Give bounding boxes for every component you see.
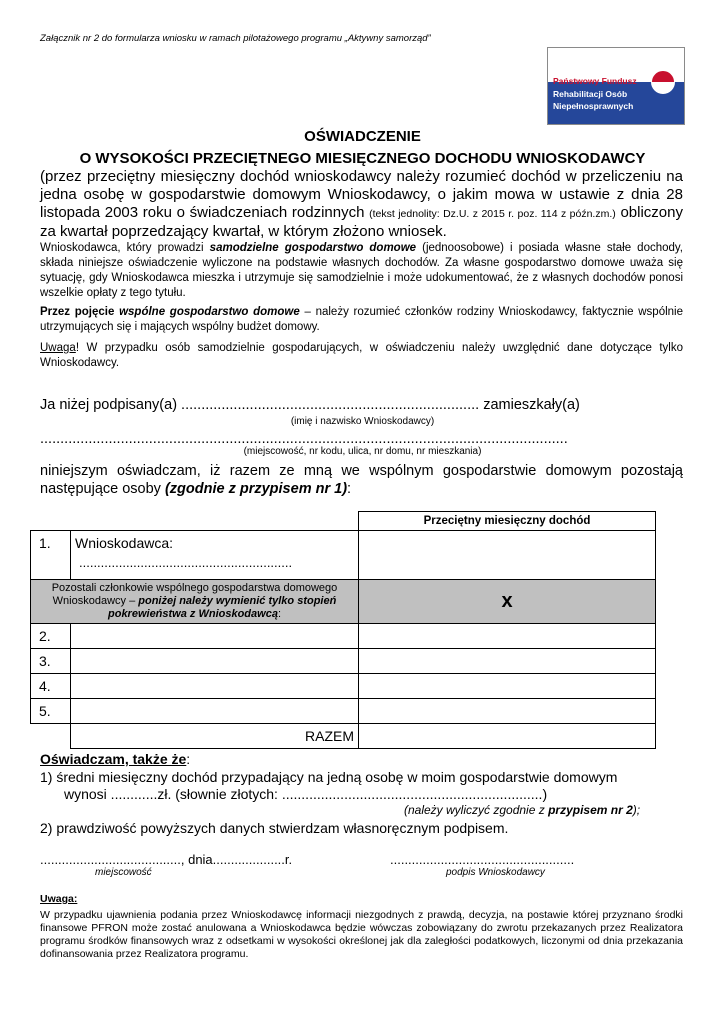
x-mark-cell: x xyxy=(359,580,656,624)
table-row xyxy=(31,674,656,699)
total-spacer xyxy=(31,724,71,749)
logo-line-1: Państwowy Fundusz xyxy=(553,76,637,86)
s1-note-b: przypisem nr 2 xyxy=(548,803,633,817)
paragraph-own-household xyxy=(40,241,683,301)
warning-heading: Uwaga: xyxy=(40,893,78,905)
p2-a: Przez pojęcie xyxy=(40,306,115,318)
intro-main: (przez przeciętny miesięczny dochód wnioskodawcy należy rozumieć dochód w przeliczeniu na jedna osobę w gospodarstwie domowym Wnioskodawcy, o jakim mowa w ustawie z dnia 28 listopada 2003 roku o świadczeniach rodzinnych xyxy=(40,168,683,221)
table-row xyxy=(31,624,656,649)
address-caption: (miejscowość, nr kodu, ulica, nr domu, nr mieszkania) xyxy=(243,446,482,457)
total-label: RAZEM xyxy=(71,724,359,749)
applicant-label: Wnioskodawca: xyxy=(75,535,174,551)
pfron-logo xyxy=(547,47,685,125)
others-a: Pozostali członkowie wspólnego gospodarstwa domowego Wnioskodawcy – xyxy=(51,582,338,607)
income-column-header: Przeciętny miesięczny dochód xyxy=(359,512,656,531)
member-cell[interactable] xyxy=(71,649,359,674)
warning-text: W przypadku ujawnienia podania przez Wnioskodawcę informacji niezgodnych z prawdą, decyzja, na postawie której przyznano środki finansowe PFRON może zostać anulowana a Wnioskodawca będzie wówczas zobowiązany do zwrotu przekazanych przez Realizatora programu środków finansowych wraz z odsetkami w wysokości określonej jak dla zaległości podatkowych, liczonymi od dnia przekazania dofinansowania przez Realizatora programu. xyxy=(40,909,683,960)
table-row xyxy=(31,580,656,624)
name-field-line[interactable]: Ja niżej podpisany(a) .......................................................................... xyxy=(40,397,480,413)
income-cell[interactable] xyxy=(359,624,656,649)
intro-paragraph xyxy=(40,168,683,241)
logo-line-2: Rehabilitacji Osób xyxy=(553,89,628,99)
place-caption: miejscowość xyxy=(95,867,152,878)
other-members-cell xyxy=(31,580,359,624)
intro-tail: obliczony za kwartał poprzedzający kwartał, w którym złożono wniosek. xyxy=(40,204,683,240)
s1-note-c: ); xyxy=(632,803,641,817)
table-row xyxy=(31,531,656,580)
table-row xyxy=(31,724,656,749)
logo-circle-icon xyxy=(651,70,675,94)
address-field-line[interactable]: ................................................................................................................................... xyxy=(40,431,568,447)
row-number: 5. xyxy=(31,699,71,724)
paragraph-note xyxy=(40,341,683,371)
table-header-empty xyxy=(31,512,359,531)
p1-a: Wnioskodawca, który prowadzi xyxy=(40,242,204,254)
document-title: OŚWIADCZENIE xyxy=(304,128,421,145)
income-cell[interactable] xyxy=(359,674,656,699)
statement-1-note xyxy=(404,803,640,817)
statements-heading-colon: : xyxy=(186,751,191,767)
declaration-line-1 xyxy=(40,397,685,413)
logo-line-3: Niepełnosprawnych xyxy=(553,101,634,111)
row-number: 3. xyxy=(31,649,71,674)
income-cell[interactable] xyxy=(359,699,656,724)
table-row xyxy=(31,699,656,724)
statement-2: 2) prawdziwość powyższych danych stwierdzam własnoręcznym podpisem. xyxy=(40,820,509,836)
applicant-income-cell[interactable] xyxy=(359,531,656,580)
statement-1-line-b[interactable]: wynosi ............zł. (słownie złotych: ...................................................................) xyxy=(64,786,548,802)
row-number: 1. xyxy=(31,531,71,580)
p2-c: – należy rozumieć członków rodziny Wnioskodawcy, faktycznie wspólnie utrzymujących się i mających wspólny budżet domowy. xyxy=(40,306,683,333)
others-b: poniżej należy wymienić tylko stopień pokrewieństwa z Wnioskodawcą xyxy=(108,595,337,620)
declaration-line-3 xyxy=(40,462,683,498)
signature-caption: podpis Wnioskodawcy xyxy=(446,867,545,878)
member-cell[interactable] xyxy=(71,674,359,699)
decl-3-a: niniejszym oświadczam, iż razem ze mną we wspólnym gospodarstwie domowym pozostają następujące osoby xyxy=(40,463,683,497)
name-caption: (imię i nazwisko Wnioskodawcy) xyxy=(290,416,435,427)
p3-a: Uwaga xyxy=(40,342,76,354)
decl-3-c: : xyxy=(347,481,352,497)
p1-b: samodzielne gospodarstwo domowe xyxy=(209,242,417,254)
table-row xyxy=(31,649,656,674)
s1-note-a: (należy wyliczyć zgodnie z xyxy=(404,803,545,817)
decl-3-b: (zgodnie z przypisem nr 1) xyxy=(164,481,348,497)
applicant-cell[interactable] xyxy=(71,531,359,580)
place-date-field[interactable]: ......................................., dnia....................r. xyxy=(40,852,293,867)
member-cell[interactable] xyxy=(71,699,359,724)
row-number: 2. xyxy=(31,624,71,649)
statement-1-line-a: 1) średni miesięczny dochód przypadający na jedną osobę w moim gospodarstwie domowym xyxy=(40,769,618,785)
intro-ref: (tekst jednolity: Dz.U. z 2015 r. poz. 114 z późn.zm.) xyxy=(369,208,616,220)
resident-label: zamieszkały(a) xyxy=(483,397,580,413)
others-c: : xyxy=(277,608,281,620)
attachment-note: Załącznik nr 2 do formularza wniosku w ramach pilotażowego programu „Aktywny samorząd” xyxy=(40,33,431,44)
income-cell[interactable] xyxy=(359,649,656,674)
statements-heading-text: Oświadczam, także że xyxy=(40,751,187,767)
p2-b: wspólne gospodarstwo domowe xyxy=(119,306,300,318)
statements-heading xyxy=(40,751,190,767)
member-cell[interactable] xyxy=(71,624,359,649)
signature-field[interactable]: ................................................... xyxy=(390,852,575,867)
applicant-dots: ........................................................... xyxy=(79,555,293,570)
row-number: 4. xyxy=(31,674,71,699)
total-income-cell[interactable] xyxy=(359,724,656,749)
p3-b: ! W przypadku osób samodzielnie gospodarujących, w oświadczeniu należy uwzględnić dane dotyczące tylko Wnioskodawcy. xyxy=(40,342,683,369)
p1-c: (jednoosobowe) i posiada własne stałe dochody, składa niniejsze oświadczenie wyliczone na podstawie własnych dochodów. Za własne gospodarstwo domowe uważa się sytuację, gdy Wnioskodawca mieszka i utrzymuje się samodzielnie i może udokumentować, że z własnych dochodów ponosi wszelkie opłaty z tego tytułu. xyxy=(40,242,683,299)
document-subtitle: O WYSOKOŚCI PRZECIĘTNEGO MIESIĘCZNEGO DOCHODU WNIOSKODAWCY xyxy=(79,150,646,167)
paragraph-shared-household xyxy=(40,305,683,335)
household-income-table xyxy=(30,511,656,749)
